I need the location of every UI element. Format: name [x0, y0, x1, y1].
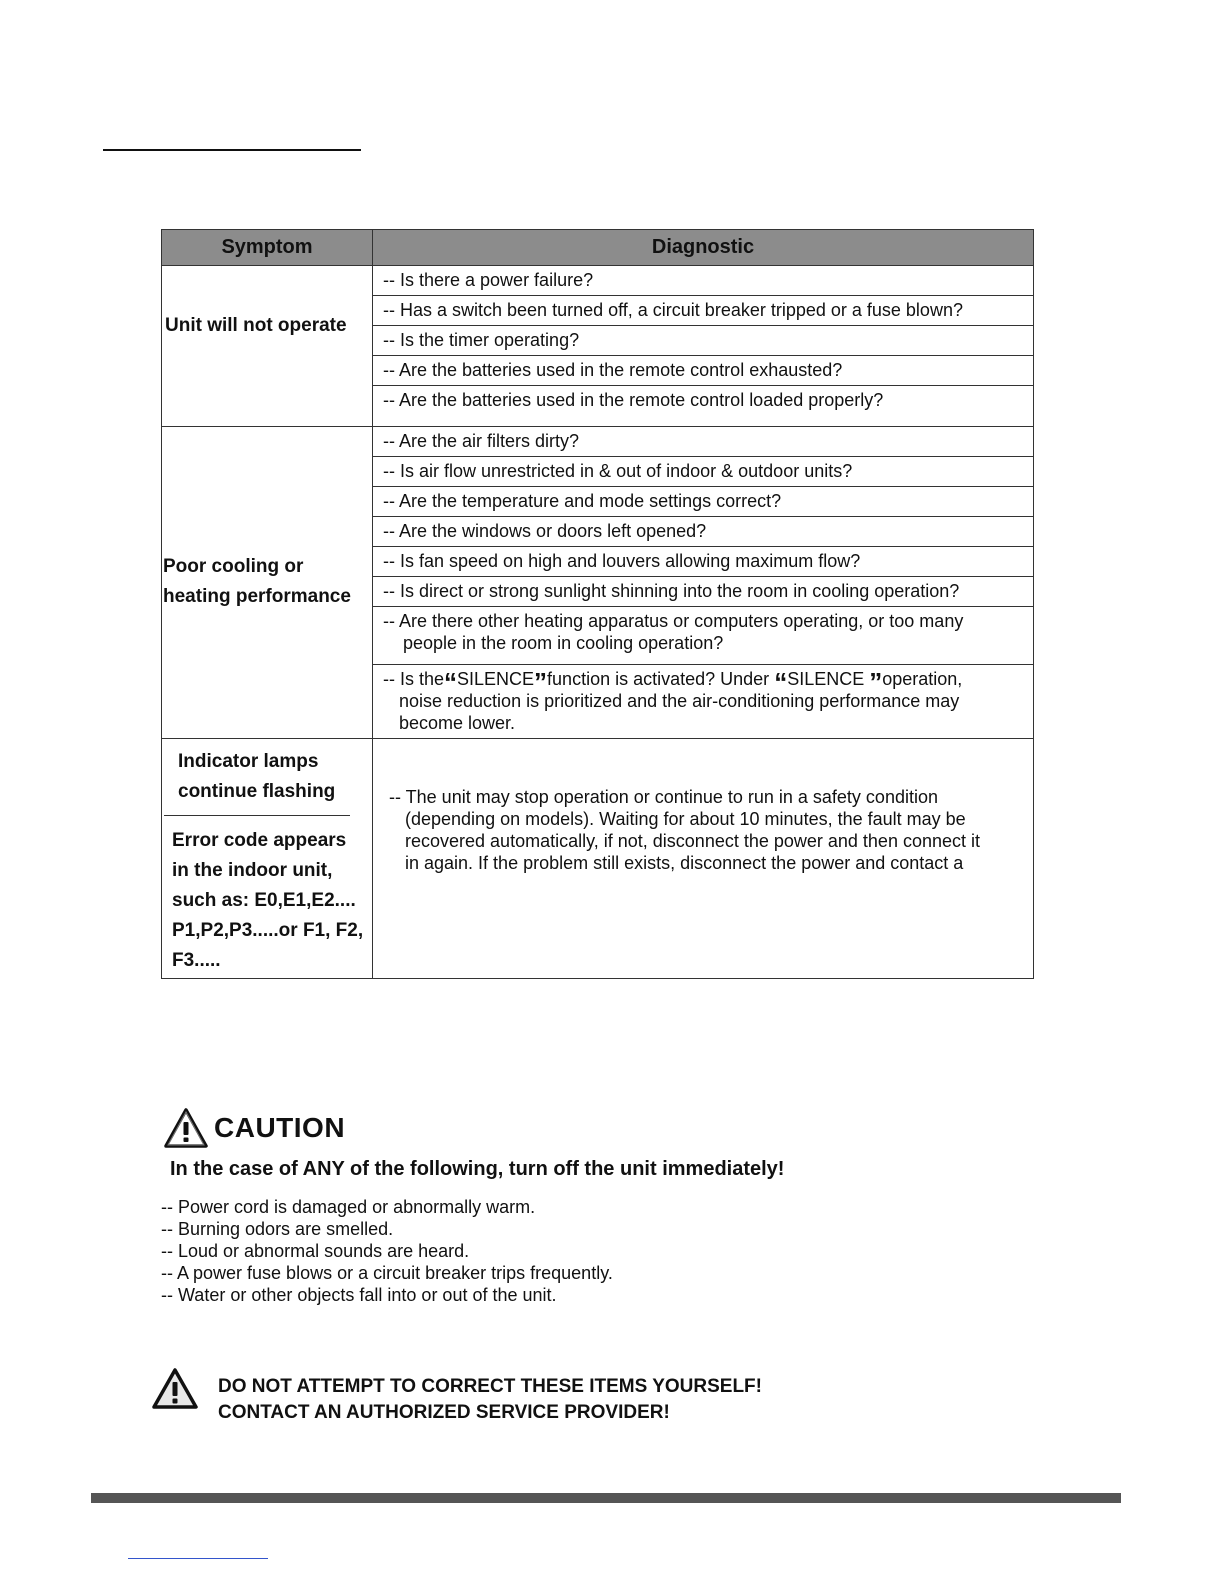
list-item: -- Loud or abnormal sounds are heard. [161, 1241, 470, 1261]
symptom-text: heating performance [163, 586, 351, 607]
diagnostic-cell [373, 427, 1034, 739]
diagnostic-text: -- Is the [383, 669, 445, 689]
symptom-text: Poor cooling or [163, 556, 304, 577]
quote-mark: ” [534, 667, 548, 697]
warning-triangle-icon [164, 1108, 208, 1148]
diagnostic-text: become lower. [399, 713, 516, 733]
diagnostic-item: -- Has a switch been turned off, a circuit breaker tripped or a fuse blown? [373, 296, 1033, 326]
symptom-cell [162, 427, 373, 739]
troubleshooting-table [161, 229, 1034, 979]
symptom-cell [162, 739, 373, 979]
list-item: -- Power cord is damaged or abnormally warm. [161, 1197, 536, 1217]
list-item: -- A power fuse blows or a circuit breaker trips frequently. [161, 1263, 613, 1283]
diagnostic-item: -- Is fan speed on high and louvers allowing maximum flow? [373, 547, 1033, 577]
diagnostic-cell [373, 739, 1034, 979]
diagnostic-item: -- Are the temperature and mode settings correct? [373, 487, 1033, 517]
diagnostic-item: -- Is air flow unrestricted in & out of indoor & outdoor units? [373, 457, 1033, 487]
symptom-text: Error code appears [172, 830, 347, 851]
symptom-text: in the indoor unit, [172, 860, 333, 881]
warning-line: CONTACT AN AUTHORIZED SERVICE PROVIDER! [218, 1402, 670, 1423]
diagnostic-text: SILENCE [457, 669, 535, 689]
warning-triangle-icon [152, 1368, 198, 1410]
symptom-text: such as: E0,E1,E2.... [172, 890, 356, 911]
caution-title [164, 1108, 345, 1148]
diagnostic-item [373, 607, 1033, 665]
table-row [162, 266, 1034, 427]
quote-mark: “ [774, 667, 788, 697]
warning-text [218, 1374, 762, 1426]
header-diagnostic: Diagnostic [373, 230, 1034, 266]
symptom-text: Unit will not operate [165, 315, 347, 336]
symptom-text: F3..... [172, 950, 221, 971]
diagnostic-text: -- Are there other heating apparatus or computers operating, or too many [383, 611, 964, 631]
diagnostic-item: -- Are the air filters dirty? [373, 427, 1033, 457]
warning-block [152, 1368, 198, 1415]
caution-label: CAUTION [214, 1112, 346, 1143]
footer-rule [128, 1558, 268, 1559]
diagnostic-item: -- Are the windows or doors left opened? [373, 517, 1033, 547]
diagnostic-item: -- Is the timer operating? [373, 326, 1033, 356]
diagnostic-item [373, 739, 1033, 874]
diagnostic-item [373, 665, 1033, 738]
diagnostic-item: -- Are the batteries used in the remote control exhausted? [373, 356, 1033, 386]
quote-mark: ” [869, 667, 883, 697]
table-row [162, 427, 1034, 739]
symptom-text: P1,P2,P3.....or F1, F2, [172, 920, 364, 941]
heading-underline [103, 149, 361, 151]
diagnostic-item: -- Is there a power failure? [373, 266, 1033, 296]
symptom-error-code [162, 816, 372, 976]
footer-bar [91, 1493, 1121, 1503]
hazard-list [161, 1196, 613, 1306]
list-item: -- Water or other objects fall into or out of the unit. [161, 1285, 557, 1305]
diagnostic-text: recovered automatically, if not, disconnect the power and then connect it [405, 831, 980, 851]
table-header-row [162, 230, 1034, 266]
list-item: -- Burning odors are smelled. [161, 1219, 394, 1239]
caution-subtitle: In the case of ANY of the following, turn off the unit immediately! [170, 1158, 785, 1180]
diagnostic-text: in again. If the problem still exists, disconnect the power and contact a [405, 853, 964, 873]
diagnostic-text: (depending on models). Waiting for about 10 minutes, the fault may be [405, 809, 966, 829]
table-row [162, 739, 1034, 979]
diagnostic-text: function is activated? Under [547, 669, 770, 689]
diagnostic-cell [373, 266, 1034, 427]
header-symptom: Symptom [162, 230, 373, 266]
diagnostic-text: operation, [882, 669, 963, 689]
symptom-text: Indicator lamps [178, 751, 319, 772]
diagnostic-text: noise reduction is prioritized and the air-conditioning performance may [399, 691, 960, 711]
diagnostic-text: -- The unit may stop operation or continue to run in a safety condition [389, 787, 938, 807]
symptom-cell [162, 266, 373, 427]
diagnostic-text: people in the room in cooling operation? [403, 633, 724, 653]
diagnostic-item: -- Is direct or strong sunlight shinning into the room in cooling operation? [373, 577, 1033, 607]
diagnostic-text: SILENCE [787, 669, 865, 689]
quote-mark: “ [444, 667, 458, 697]
warning-line: DO NOT ATTEMPT TO CORRECT THESE ITEMS YOURSELF! [218, 1376, 762, 1397]
symptom-indicator-lamps [164, 739, 350, 816]
diagnostic-item: -- Are the batteries used in the remote control loaded properly? [383, 390, 884, 410]
symptom-text: continue flashing [178, 781, 336, 802]
